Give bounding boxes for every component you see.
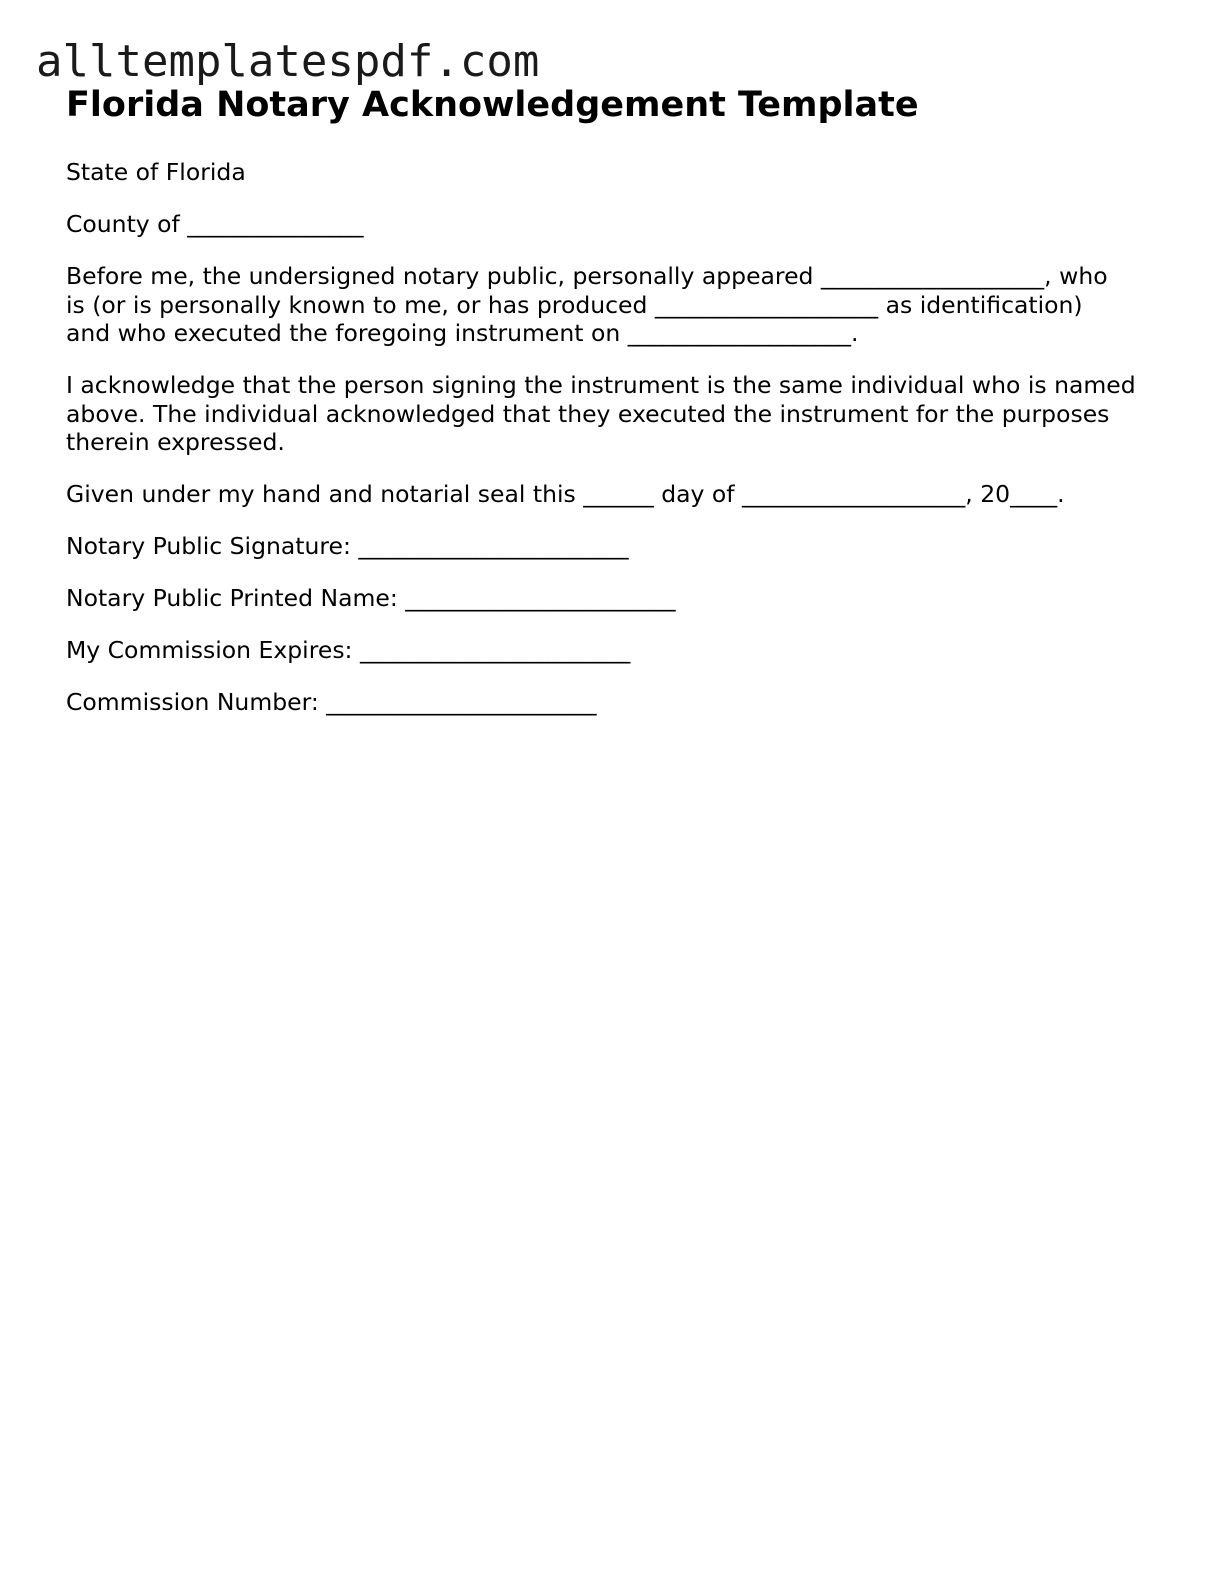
commission-expires-text: My Commission Expires: _______________________	[66, 636, 631, 664]
county-line	[66, 210, 1166, 239]
acknowledgement-line-2: above. The individual acknowledged that they executed the instrument for the purposes	[66, 399, 1110, 428]
appearance-paragraph	[66, 262, 1166, 348]
appearance-line-2: is (or is personally known to me, or has produced ___________________ as identification)	[66, 290, 1083, 319]
notary-printed-name-line	[66, 584, 1166, 613]
document-body	[66, 82, 1166, 740]
state-line	[66, 158, 1166, 187]
printed-name-text: Notary Public Printed Name: _______________________	[66, 584, 676, 612]
county-text: County of _______________	[66, 210, 364, 238]
given-under-seal-line	[66, 480, 1166, 509]
commission-number-text: Commission Number: _______________________	[66, 688, 597, 716]
commission-expires-line	[66, 636, 1166, 665]
signature-text: Notary Public Signature: _______________________	[66, 532, 629, 560]
notary-signature-line	[66, 532, 1166, 561]
given-text: Given under my hand and notarial seal this ______ day of ___________________, 20____.	[66, 480, 1065, 508]
document-title: Florida Notary Acknowledgement Template	[66, 85, 919, 125]
site-watermark: alltemplatespdf.com	[36, 36, 540, 87]
acknowledgement-line-1: I acknowledge that the person signing the instrument is the same individual who is named	[66, 371, 1136, 399]
state-text: State of Florida	[66, 158, 246, 186]
appearance-line-3: and who executed the foregoing instrument on ___________________.	[66, 319, 859, 347]
commission-number-line	[66, 688, 1166, 717]
acknowledgement-paragraph	[66, 371, 1166, 457]
appearance-line-1: Before me, the undersigned notary public, personally appeared ___________________, who	[66, 262, 1108, 290]
acknowledgement-line-3: therein expressed.	[66, 428, 285, 456]
